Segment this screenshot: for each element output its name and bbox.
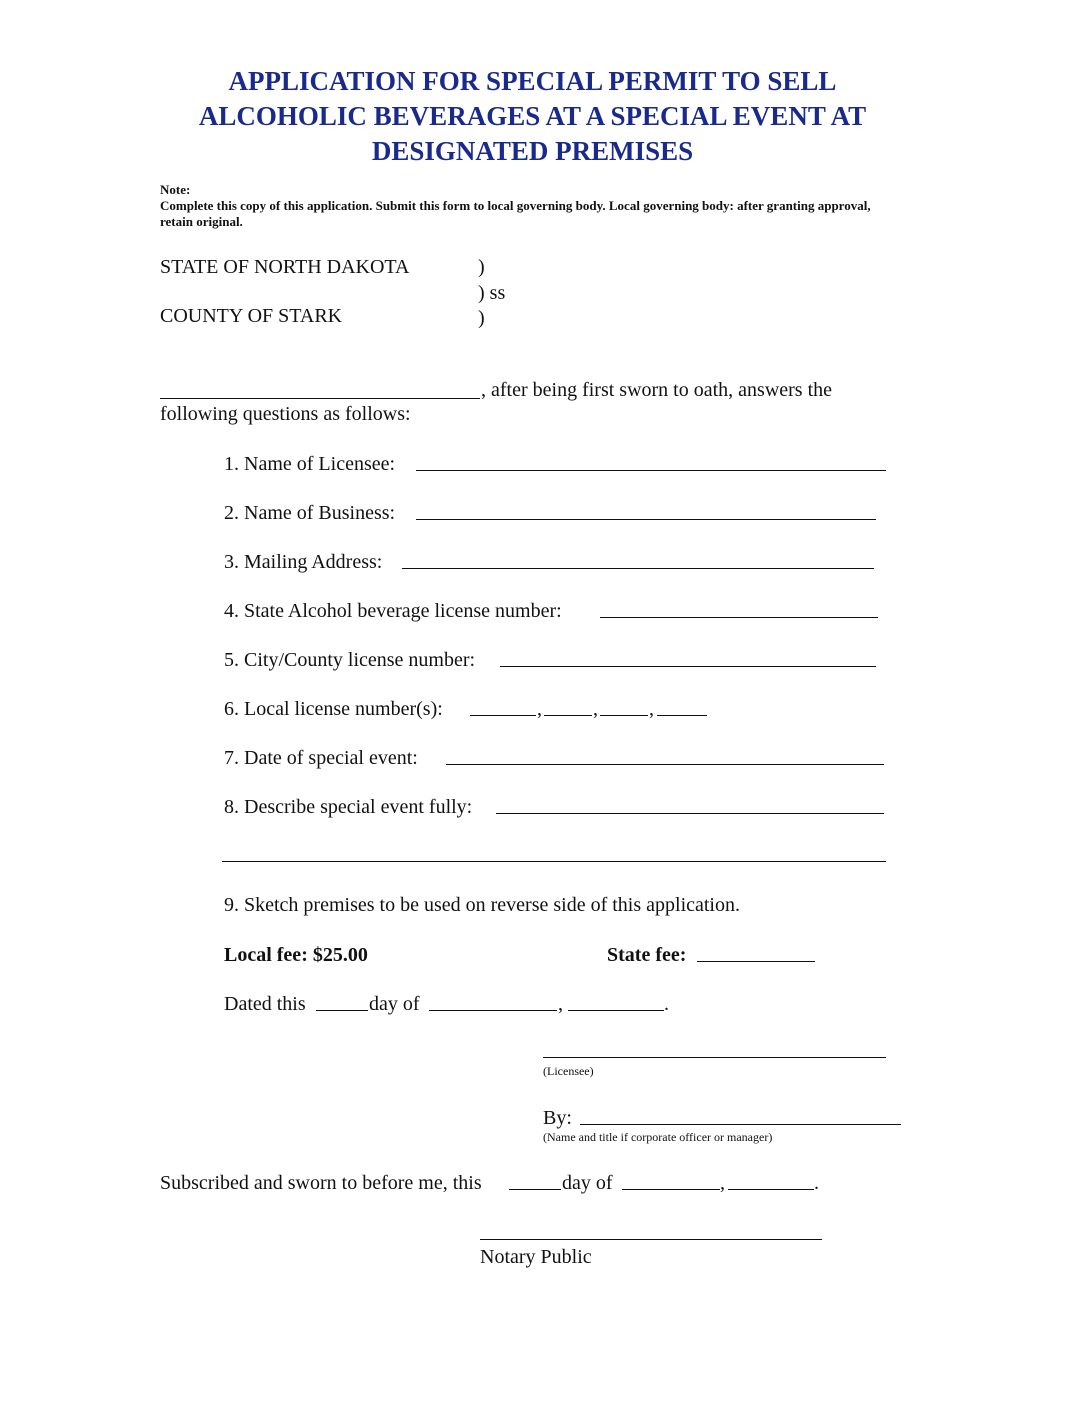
local-fee: Local fee: $25.00 [224, 944, 368, 966]
question-5-label: 5. City/County license number: [224, 649, 476, 671]
by-label: By: [543, 1107, 572, 1129]
local-license-field-4[interactable] [657, 715, 707, 716]
question-8-label: 8. Describe special event fully: [224, 796, 473, 818]
question-1-label: 1. Name of Licensee: [224, 453, 396, 475]
by-caption: (Name and title if corporate officer or manager) [543, 1130, 773, 1144]
title-line-2: ALCOHOLIC BEVERAGES AT A SPECIAL EVENT AT [198, 101, 867, 131]
licensee-signature-field[interactable] [543, 1057, 886, 1058]
dated-day-of-label: day of [369, 993, 420, 1015]
subscribed-year-field[interactable] [728, 1189, 814, 1190]
question-7-label: 7. Date of special event: [224, 747, 418, 769]
business-name-field[interactable] [416, 519, 876, 520]
affiant-name-field[interactable] [160, 398, 480, 399]
question-4-label: 4. State Alcohol beverage license number: [224, 600, 562, 622]
title-line-1: APPLICATION FOR SPECIAL PERMIT TO SELL [228, 66, 837, 96]
city-county-license-field[interactable] [500, 666, 876, 667]
title-line-3: DESIGNATED PREMISES [371, 136, 694, 166]
comma-separator: , [558, 993, 563, 1015]
local-license-field-3[interactable] [600, 715, 648, 716]
note-label: Note: [160, 182, 191, 197]
form-title [160, 64, 905, 169]
note-text: Complete this copy of this application. Submit this form to local governing body. Local governing body: after granting approval, retain original. [160, 198, 871, 229]
venue-paren-2: ) [478, 307, 485, 329]
oath-text: , after being first sworn to oath, answers the [481, 379, 833, 401]
period: . [664, 993, 669, 1015]
local-license-field-1[interactable] [470, 715, 536, 716]
dated-month-field[interactable] [429, 1010, 557, 1011]
oath-text-line-2: following questions as follows: [160, 403, 411, 425]
event-description-field-line-2[interactable] [222, 861, 886, 862]
question-6-label: 6. Local license number(s): [224, 698, 443, 720]
dated-day-field[interactable] [316, 1010, 368, 1011]
state-fee-label: State fee: [607, 944, 687, 966]
local-license-field-2[interactable] [544, 715, 592, 716]
venue-ss: ) ss [478, 282, 506, 304]
question-3-label: 3. Mailing Address: [224, 551, 383, 573]
event-description-field[interactable] [496, 813, 884, 814]
subscribed-day-field[interactable] [509, 1189, 561, 1190]
question-2-label: 2. Name of Business: [224, 502, 396, 524]
comma-separator: , [720, 1172, 725, 1194]
subscribed-day-of-label: day of [562, 1172, 613, 1194]
event-date-field[interactable] [446, 764, 884, 765]
dated-year-field[interactable] [568, 1010, 664, 1011]
by-signature-field[interactable] [580, 1124, 901, 1125]
comma-separator: , [537, 698, 542, 720]
state-license-number-field[interactable] [600, 617, 878, 618]
notary-signature-field[interactable] [480, 1239, 822, 1240]
venue-paren-1: ) [478, 256, 485, 278]
subscribed-label: Subscribed and sworn to before me, this [160, 1172, 482, 1194]
period: . [814, 1172, 819, 1194]
question-9-label: 9. Sketch premises to be used on reverse side of this application. [224, 894, 740, 916]
licensee-caption: (Licensee) [543, 1064, 594, 1078]
licensee-name-field[interactable] [416, 470, 886, 471]
state-fee-field[interactable] [697, 961, 815, 962]
dated-label: Dated this [224, 993, 306, 1015]
notary-label: Notary Public [480, 1246, 592, 1268]
venue-county: COUNTY OF STARK [160, 305, 343, 327]
comma-separator: , [649, 698, 654, 720]
venue-state: STATE OF NORTH DAKOTA [160, 256, 410, 278]
subscribed-month-field[interactable] [622, 1189, 720, 1190]
mailing-address-field[interactable] [402, 568, 874, 569]
comma-separator: , [593, 698, 598, 720]
